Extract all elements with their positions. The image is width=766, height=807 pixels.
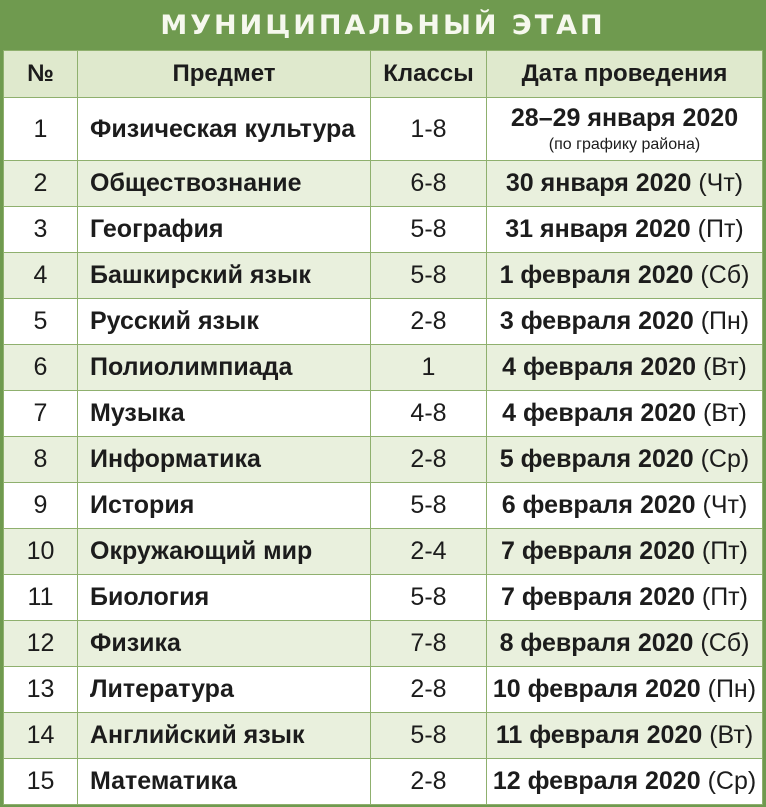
subject-name: Окружающий мир [78, 529, 371, 575]
date-text: 5 февраля 2020 [499, 445, 694, 473]
event-date [487, 575, 763, 621]
row-number: 10 [4, 529, 78, 575]
classes-range: 1-8 [371, 98, 487, 161]
table-row [4, 667, 763, 713]
weekday-label: (Вт) [702, 399, 747, 427]
table-row [4, 253, 763, 299]
subject-name: Физическая культура [78, 98, 371, 161]
subject-name: Башкирский язык [78, 253, 371, 299]
header-num: № [4, 51, 78, 98]
event-date [487, 621, 763, 667]
event-date [487, 207, 763, 253]
row-number: 9 [4, 483, 78, 529]
weekday-label: (Чт) [698, 169, 744, 197]
date-text: 6 февраля 2020 [501, 491, 696, 519]
weekday-label: (Вт) [709, 721, 754, 749]
event-date [487, 759, 763, 805]
event-date [487, 98, 763, 161]
row-number: 8 [4, 437, 78, 483]
table-row [4, 713, 763, 759]
row-number: 1 [4, 98, 78, 161]
event-date [487, 345, 763, 391]
subject-name: Полиолимпиада [78, 345, 371, 391]
weekday-label: (Пт) [697, 215, 744, 243]
row-number: 11 [4, 575, 78, 621]
date-text: 3 февраля 2020 [499, 307, 694, 335]
table-row [4, 621, 763, 667]
row-number: 12 [4, 621, 78, 667]
row-number: 2 [4, 161, 78, 207]
table-row [4, 529, 763, 575]
date-text: 30 января 2020 [505, 169, 692, 197]
table-row [4, 483, 763, 529]
date-text: 7 февраля 2020 [501, 537, 695, 565]
date-text: 1 февраля 2020 [499, 261, 694, 289]
classes-range: 4-8 [371, 391, 487, 437]
table-row [4, 299, 763, 345]
header-subject: Предмет [78, 51, 371, 98]
row-number: 4 [4, 253, 78, 299]
header-date: Дата проведения [487, 51, 763, 98]
date-text: 28–29 января 2020 [510, 104, 739, 132]
subject-name: Биология [78, 575, 371, 621]
row-number: 3 [4, 207, 78, 253]
classes-range: 7-8 [371, 621, 487, 667]
table-row [4, 391, 763, 437]
event-date [487, 299, 763, 345]
weekday-label: (Пт) [701, 583, 748, 611]
subject-name: География [78, 207, 371, 253]
date-text: 31 января 2020 [505, 215, 691, 243]
subject-name: История [78, 483, 371, 529]
subject-name: Физика [78, 621, 371, 667]
date-text: 8 февраля 2020 [499, 629, 694, 657]
event-date [487, 253, 763, 299]
classes-range: 2-8 [371, 299, 487, 345]
header-classes: Классы [371, 51, 487, 98]
classes-range: 2-8 [371, 667, 487, 713]
event-date [487, 161, 763, 207]
date-text: 10 февраля 2020 [492, 675, 701, 703]
event-date [487, 437, 763, 483]
classes-range: 2-4 [371, 529, 487, 575]
table-row [4, 161, 763, 207]
table-row [4, 207, 763, 253]
row-number: 5 [4, 299, 78, 345]
weekday-label: (Сб) [700, 629, 750, 657]
classes-range: 2-8 [371, 759, 487, 805]
weekday-label: (Сб) [700, 261, 750, 289]
classes-range: 1 [371, 345, 487, 391]
table-row [4, 345, 763, 391]
event-date [487, 713, 763, 759]
table-row [4, 98, 763, 161]
table-body [4, 98, 763, 805]
weekday-label: (Ср) [707, 767, 757, 795]
classes-range: 5-8 [371, 713, 487, 759]
classes-range: 5-8 [371, 253, 487, 299]
classes-range: 5-8 [371, 207, 487, 253]
weekday-label: (Ср) [700, 445, 750, 473]
schedule-table [3, 50, 763, 805]
row-number: 15 [4, 759, 78, 805]
subject-name: Английский язык [78, 713, 371, 759]
event-date [487, 529, 763, 575]
row-number: 7 [4, 391, 78, 437]
date-text: 11 февраля 2020 [495, 721, 703, 749]
date-text: 12 февраля 2020 [492, 767, 701, 795]
subject-name: Русский язык [78, 299, 371, 345]
classes-range: 2-8 [371, 437, 487, 483]
subject-name: Математика [78, 759, 371, 805]
event-date [487, 391, 763, 437]
date-note: (по графику района) [548, 136, 701, 153]
subject-name: Информатика [78, 437, 371, 483]
weekday-label: (Вт) [702, 353, 747, 381]
subject-name: Литература [78, 667, 371, 713]
date-text: 4 февраля 2020 [502, 399, 696, 427]
date-text: 4 февраля 2020 [502, 353, 696, 381]
table-row [4, 575, 763, 621]
table-row [4, 437, 763, 483]
table-header-row [4, 51, 763, 98]
classes-range: 6-8 [371, 161, 487, 207]
subject-name: Обществознание [78, 161, 371, 207]
row-number: 6 [4, 345, 78, 391]
weekday-label: (Чт) [702, 491, 748, 519]
subject-name: Музыка [78, 391, 371, 437]
table-row [4, 759, 763, 805]
event-date [487, 483, 763, 529]
classes-range: 5-8 [371, 575, 487, 621]
date-text: 7 февраля 2020 [501, 583, 695, 611]
row-number: 14 [4, 713, 78, 759]
classes-range: 5-8 [371, 483, 487, 529]
weekday-label: (Пн) [700, 307, 750, 335]
event-date [487, 667, 763, 713]
row-number: 13 [4, 667, 78, 713]
weekday-label: (Пт) [701, 537, 748, 565]
weekday-label: (Пн) [707, 675, 757, 703]
page-title: МУНИЦИПАЛЬНЫЙ ЭТАП [160, 9, 606, 41]
